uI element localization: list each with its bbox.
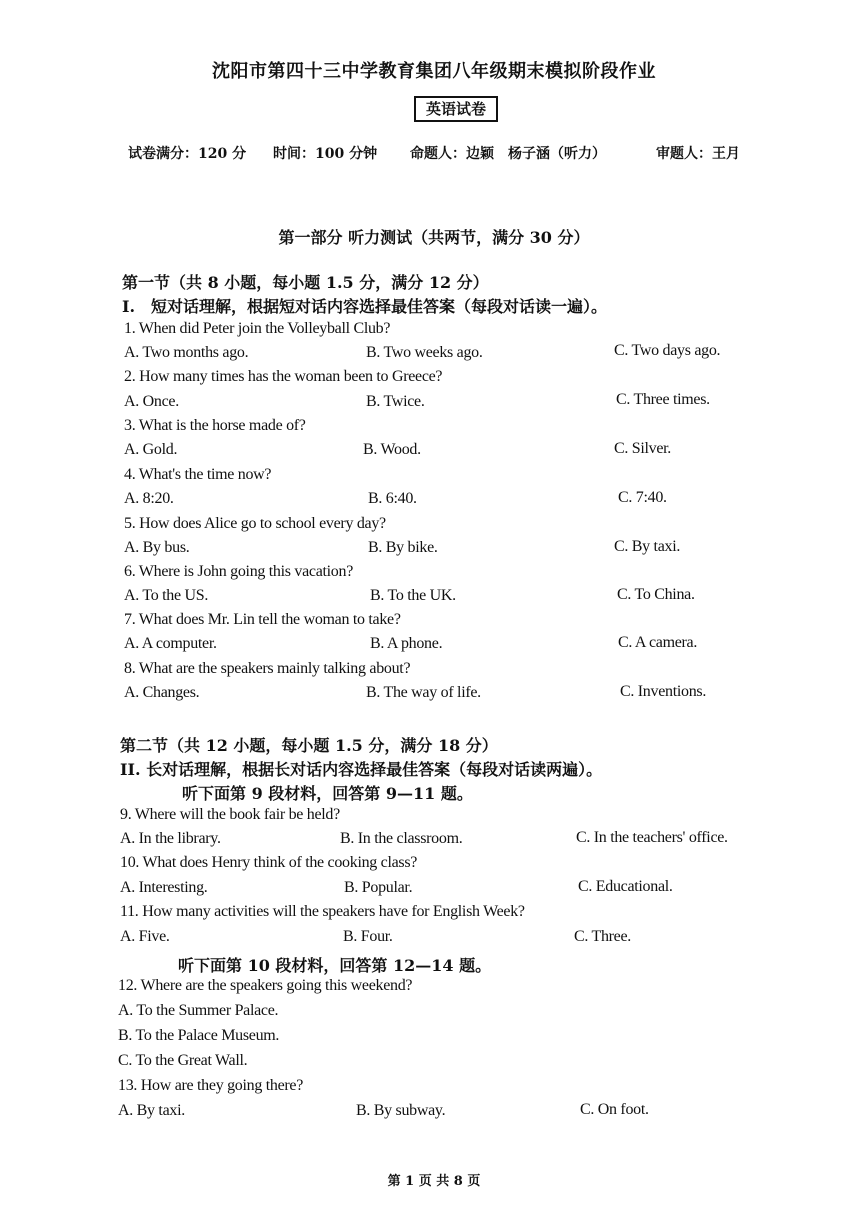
- option-2b: B. Twice.: [366, 393, 425, 410]
- question-8: 8. What are the speakers mainly talking about?: [124, 660, 411, 677]
- option-1a: A. Two months ago.: [124, 344, 249, 361]
- question-12: 12. Where are the speakers going this weekend?: [118, 977, 413, 994]
- full-score: 试卷满分：120 分: [128, 146, 247, 162]
- question-13: 13. How are they going there?: [118, 1077, 304, 1094]
- section2-heading: 第二节（共 12 小题，每小题 1.5 分，满分 18 分）: [120, 736, 498, 755]
- section1-instruction: I. 短对话理解，根据短对话内容选择最佳答案（每段对话读一遍）。: [122, 297, 608, 316]
- option-9b: B. In the classroom.: [340, 830, 463, 847]
- option-3c: C. Silver.: [614, 440, 672, 457]
- question-5: 5. How does Alice go to school every day?: [124, 515, 386, 532]
- option-4c: C. 7:40.: [618, 489, 667, 506]
- option-12a: A. To the Summer Palace.: [118, 1002, 279, 1019]
- option-5c: C. By taxi.: [614, 538, 681, 555]
- page-number: 第 1 页 共 8 页: [387, 1174, 481, 1189]
- option-4b: B. 6:40.: [368, 490, 417, 507]
- option-10c: C. Educational.: [578, 878, 673, 895]
- part-heading: 第一部分 听力测试（共两节，满分 30 分）: [278, 228, 590, 247]
- option-3b: B. Wood.: [363, 441, 421, 458]
- question-9: 9. Where will the book fair be held?: [120, 806, 340, 823]
- exam-title: 沈阳市第四十三中学教育集团八年级期末模拟阶段作业: [212, 61, 656, 82]
- option-8b: B. The way of life.: [366, 684, 481, 701]
- option-13a: A. By taxi.: [118, 1102, 185, 1119]
- option-5a: A. By bus.: [124, 539, 190, 556]
- option-12b: B. To the Palace Museum.: [118, 1027, 280, 1044]
- option-6c: C. To China.: [617, 586, 695, 603]
- option-4a: A. 8:20.: [124, 490, 174, 507]
- section1-heading: 第一节（共 8 小题，每小题 1.5 分，满分 12 分）: [122, 273, 489, 292]
- section2-instruction: II. 长对话理解，根据长对话内容选择最佳答案（每段对话读两遍）。: [120, 760, 603, 779]
- option-7b: B. A phone.: [370, 635, 443, 652]
- option-8c: C. Inventions.: [620, 683, 707, 700]
- option-2c: C. Three times.: [616, 391, 710, 408]
- material-9-instruction: 听下面第 9 段材料，回答第 9—11 题。: [182, 784, 473, 803]
- question-3: 3. What is the horse made of?: [124, 417, 306, 434]
- option-1c: C. Two days ago.: [614, 342, 721, 359]
- option-13c: C. On foot.: [580, 1101, 649, 1118]
- option-7a: A. A computer.: [124, 635, 217, 652]
- option-5b: B. By bike.: [368, 539, 438, 556]
- option-2a: A. Once.: [124, 393, 179, 410]
- reviewer: 审题人：王月: [656, 146, 740, 162]
- option-6b: B. To the UK.: [370, 587, 456, 604]
- option-6a: A. To the US.: [124, 587, 209, 604]
- option-9c: C. In the teachers' office.: [576, 829, 728, 846]
- option-8a: A. Changes.: [124, 684, 200, 701]
- option-11b: B. Four.: [343, 928, 393, 945]
- authors: 命题人：边颖 杨子涵（听力）: [410, 146, 606, 162]
- subject-label: 英语试卷: [414, 96, 498, 122]
- option-1b: B. Two weeks ago.: [366, 344, 483, 361]
- option-10b: B. Popular.: [344, 879, 413, 896]
- option-11c: C. Three.: [574, 928, 631, 945]
- option-13b: B. By subway.: [356, 1102, 446, 1119]
- option-3a: A. Gold.: [124, 441, 178, 458]
- question-4: 4. What's the time now?: [124, 466, 272, 483]
- option-11a: A. Five.: [120, 928, 170, 945]
- question-7: 7. What does Mr. Lin tell the woman to take?: [124, 611, 401, 628]
- option-9a: A. In the library.: [120, 830, 221, 847]
- question-1: 1. When did Peter join the Volleyball Club?: [124, 320, 391, 337]
- option-12c: C. To the Great Wall.: [118, 1052, 248, 1069]
- question-2: 2. How many times has the woman been to Greece?: [124, 368, 443, 385]
- exam-time: 时间：100 分钟: [273, 146, 378, 162]
- question-10: 10. What does Henry think of the cooking class?: [120, 854, 418, 871]
- question-6: 6. Where is John going this vacation?: [124, 563, 354, 580]
- question-11: 11. How many activities will the speakers have for English Week?: [120, 903, 525, 920]
- option-7c: C. A camera.: [618, 634, 698, 651]
- option-10a: A. Interesting.: [120, 879, 208, 896]
- material-10-instruction: 听下面第 10 段材料，回答第 12—14 题。: [178, 956, 492, 975]
